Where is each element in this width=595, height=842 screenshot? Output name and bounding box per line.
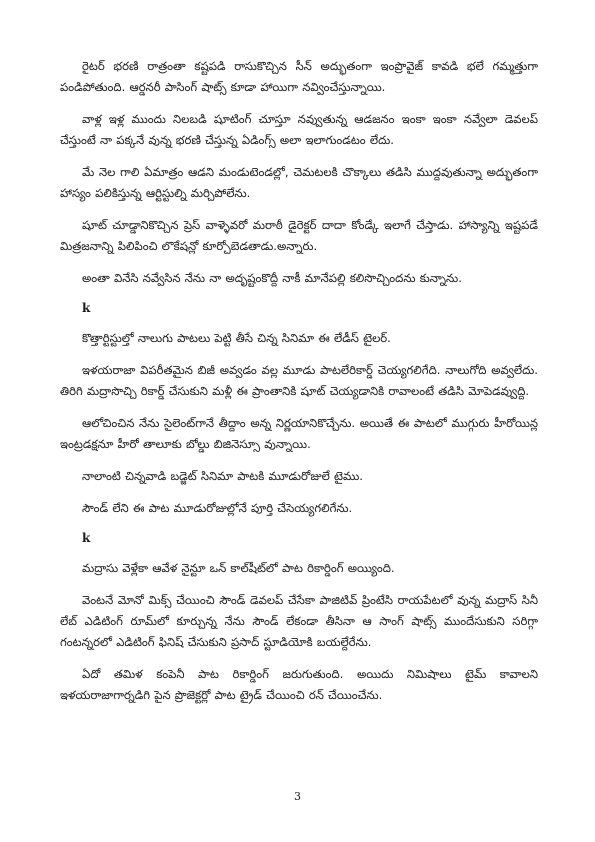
section-divider: k <box>82 301 91 315</box>
paragraph: వెంటనే మోనో మిక్స్ చేయించి సౌండ్ డెవలప్ చేసేకా పాజిటివ్ ప్రింటేసి రాయపేటలో వున్న మద్రాస్ సినీ లేబ్ ఎడిటింగ్ రూమ్‌లో కూర్చున్న నేను సౌండ్ లేకండా తీసినా ఆ సాంగ్ షాట్స్ ముందేసుకుని సరిగ్గా గంటన్నరలో ఎడిటింగ్ ఫినిష్ చేసుకుని ప్రసాద్ స్టూడియోకి బయల్దేరేను. <box>60 593 538 649</box>
paragraph: అంతా వినేసి నవ్వేసిన నేను నా అదృష్టంకొద్దీ నాకీ మానేపల్లి కలిసొచ్చిందను కున్నాను. <box>82 271 462 285</box>
paragraph: ఇళయరాజా విపరీతమైన బిజీ అవ్వడం వల్ల మూడు పాటలేరికార్డ్ చెయ్యగలిగేది. నాలుగోది అవ్వలేదు. తిరిగి మద్రాసొచ్చి రికార్డ్ చేసుకుని మళ్లీ ఈ ప్రాంతానికి షూట్ చెయ్యడానికి రావాలంటే తడిసి మోపెడవ్వుద్ది. <box>60 363 538 398</box>
page-body <box>60 56 538 717</box>
paragraph: ఆలోచించిన నేను సైలెంట్‌గానే తీద్దాం అన్న నిర్ణయానికొచ్చేను. అయితే ఈ పాటలో ముగ్గురు హీరోయిన్ల ఇంట్రడక్షనూ హీరో తాలూకు బోల్డు బిజినెస్సూ వున్నాయి. <box>60 416 538 451</box>
paragraph: షూట్ చూడ్డానికొచ్చిన ప్రెస్ వాళ్ళెవరో మరాఠీ డైరెక్టర్ దాదా కోండ్కే ఇలాగే చేస్తాడు. హాస్యాన్ని ఇష్టపడే మిత్రజనాన్ని పిలిపించి లొకేషన్లో కూర్చోబెడతాడు.అన్నారు. <box>60 218 538 253</box>
section-divider: k <box>82 531 91 545</box>
page-number: 3 <box>294 790 301 803</box>
paragraph: నాలాంటి చిన్నవాడి బడ్జెట్ సినిమా పాటకి మూడురోజులే టైము. <box>82 469 363 483</box>
paragraph: మే నెల గాలి ఏమాత్రం ఆడని మండుటెండల్లో, చెమటలకి చొక్కాలు తడిసి ముద్దవుతున్నా అద్భుతంగా హాస్యం పలికిస్తున్న ఆర్టిస్టుల్ని మర్చిపోలేను. <box>60 165 538 200</box>
paragraph: వాళ్ల ఇళ్ల ముందు నిలబడి షూటింగ్ చూస్తూ నవ్వుతున్న ఆడజనం ఇంకా ఇంకా నవ్వేలా డెవలప్ చేస్తుంటే నా పక్కనే వున్న భరణి చేస్తున్న ఏడింగ్స్ అలా ఇలాగుండటం లేదు. <box>60 112 538 147</box>
paragraph: మద్రాసు వెళ్లేకా ఆవేళ నైన్టూ ఒన్ కాల్‌షీట్‌లో పాట రికార్డింగ్ అయ్యింది. <box>82 561 395 575</box>
paragraph: సౌండ్ లేని ఈ పాట మూడురోజుల్లోనే పూర్తి చేసెయ్యగలిగేను. <box>82 501 353 515</box>
paragraph: ఏదో తమిళ కంపెనీ పాట రికార్డింగ్ జరుగుతుంది. అయిదు నిమిషాలు టైమ్ కావాలని ఇళయరాజాగార్నడిగి పైన ప్రొజెక్టర్లో పాట ట్రైడ్ చేయించి రన్ చేయించేను. <box>60 667 538 702</box>
paragraph: కొత్తార్టిస్టుల్తో నాలుగు పాటలు పెట్టి తీసే చిన్న సినిమా ఈ లేడీస్ టైలర్. <box>82 331 391 345</box>
paragraph: రైటర్ భరణి రాత్రంతా కష్టపడి రాసుకొచ్చిన సీన్ అద్భుతంగా ఇంప్రొవైజ్ కావడి భలే గమ్మత్తుగా పండిపోతుంది. ఆర్డనరీ పాసింగ్ షాట్స్ కూడా హాయిగా నవ్వించేస్తున్నాయి. <box>60 59 538 94</box>
